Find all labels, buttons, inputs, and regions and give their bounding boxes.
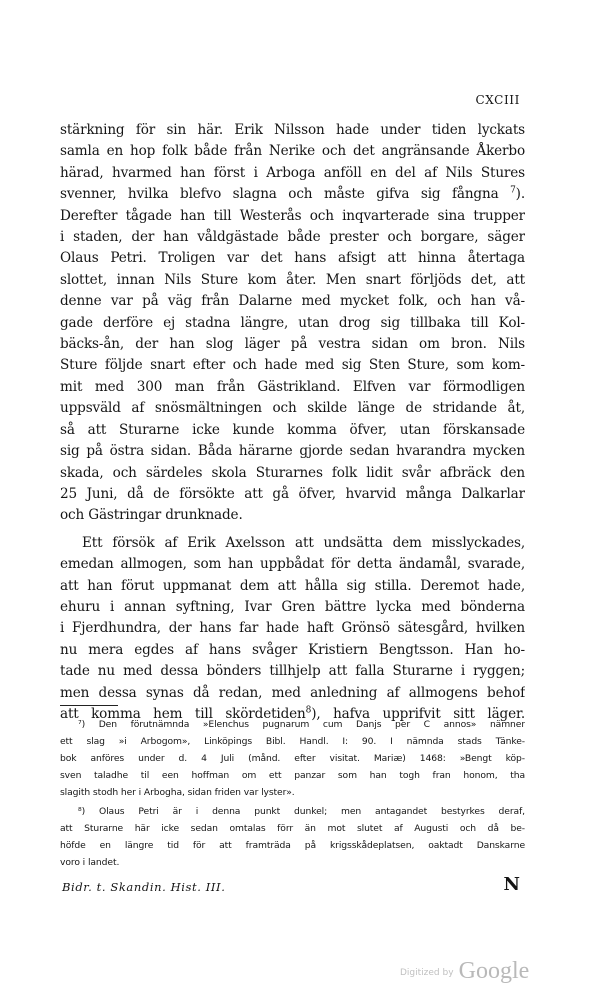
text-line: tade nu med dessa bönders tillhjelp att falla Sturarne i ryggen; — [60, 663, 525, 680]
text-line: slottet, innan Nils Sture kom åter. Men snart förljöds det, att — [60, 271, 525, 288]
signature-mark: Bidr. t. Skandin. Hist. III. — [62, 880, 226, 894]
text-line: emedan allmogen, som han uppbådat för detta ändamål, svarade, — [60, 556, 525, 573]
body-text — [60, 120, 525, 725]
text-line: svenner, hvilka blefvo slagna och måste gifva sig fångna $^7$). — [60, 185, 525, 203]
text-line: Derefter tågade han till Westerås och inqvarterade sina trupper — [60, 207, 525, 224]
footnote-divider — [60, 705, 118, 706]
footnote-line: bok anföres under d. 4 Juli (månd. efter visitat. Mariæ) 1468: »Bengt köp- — [60, 753, 525, 764]
text-line: skada, och särdeles skola Sturarnes folk lidit svår afbräck den — [60, 464, 525, 481]
footnote-line: ⁸) Olaus Petri är i denna punkt dunkel; men antagandet bestyrkes deraf, — [78, 806, 525, 817]
footnote-7 — [60, 716, 525, 801]
text-line: Ett försök af Erik Axelsson att undsätta dem misslyckades, — [82, 534, 525, 551]
google-logo: Google — [458, 958, 530, 984]
text-line: ehuru i annan syftning, Ivar Gren bättre lycka med bönderna — [60, 598, 525, 615]
text-line: Olaus Petri. Troligen var det hans afsigt att hinna återtaga — [60, 250, 525, 267]
text-line: gade derföre ej stadna längre, utan drog sig tillbaka till Kol- — [60, 314, 525, 331]
text-line: uppsväld af snösmältningen och skilde länge de stridande åt, — [60, 400, 525, 417]
text-line: att komma hem till skördetiden$^8$), hafva upprifvit sitt läger. — [60, 705, 525, 722]
paragraph-1 — [60, 120, 525, 527]
text-line: stärkning för sin här. Erik Nilsson hade under tiden lyckats — [60, 122, 525, 138]
text-line: att han förut uppmanat dem att hålla sig stilla. Deremot hade, — [60, 577, 525, 594]
footnote-ref: 7 — [510, 185, 516, 196]
text-line: sig på östra sidan. Båda härarne gjorde sedan hvarandra mycken — [60, 443, 525, 460]
footnote-line: voro i landet. — [60, 857, 120, 868]
footnote-8 — [60, 803, 525, 871]
footnote-ref: 8 — [305, 705, 312, 716]
footnote-line: höfde en längre tid för att framträda på krigsskådeplatsen, oaktadt Danskarne — [60, 840, 525, 851]
text-line: och Gästringar drunknade. — [60, 507, 243, 524]
text-line: bäcks-ån, der han slog läger på vestra sidan om bron. Nils — [60, 336, 525, 353]
footnote-line: slagith stodh her i Arbogha, sidan friden var lyster». — [60, 787, 295, 798]
paragraph-2 — [60, 533, 525, 726]
text-line: Sture följde snart efter och hade med sig Sten Sture, som kom- — [60, 357, 525, 374]
text-line: nu mera egdes af hans svåger Kristiern Bengtsson. Han ho- — [60, 641, 525, 658]
text-line: men dessa synas då redan, med anledning af allmogens behof — [60, 684, 525, 701]
text-line: i staden, der han våldgästade både prester och borgare, säger — [60, 229, 525, 246]
text-line: så att Sturarne icke kunde komma öfver, utan förskansade — [60, 421, 525, 438]
digitized-watermark — [400, 958, 530, 988]
footnote-line: att Sturarne här icke sedan omtalas förr än mot slutet af Augusti och då be- — [60, 823, 525, 834]
footnotes — [60, 716, 525, 871]
footnote-line: ⁷) Den förutnämnda »Elenchus pugnarum cum Danjs per C annos» nämner — [78, 719, 525, 730]
footnote-line: sven taladhe til een hoffman om ett panzar som han togh fran honom, tha — [60, 770, 525, 781]
watermark-prefix: Digitized by — [400, 968, 454, 978]
text-line: 25 Juni, då de försökte att gå öfver, hvarvid många Dalkarlar — [60, 485, 525, 502]
sheet-mark: N — [503, 874, 520, 895]
page-number: CXCIII — [475, 93, 520, 107]
footnote-line: ett slag »i Arbogom», Linköpings Bibl. Handl. I: 90. I nämnda stads Tänke- — [60, 736, 525, 747]
text-line: denne var på väg från Dalarne med mycket folk, och han vå- — [60, 293, 525, 310]
text-line: i Fjerdhundra, der hans far hade haft Grönsö sätesgård, hvilken — [60, 620, 525, 637]
text-line: härad, hvarmed han först i Arboga anföll en del af Nils Stures — [60, 164, 525, 181]
text-line: samla en hop folk både från Nerike och det angränsande Åkerbo — [60, 143, 525, 160]
text-line: mit med 300 man från Gästrikland. Elfven var förmodligen — [60, 378, 525, 395]
